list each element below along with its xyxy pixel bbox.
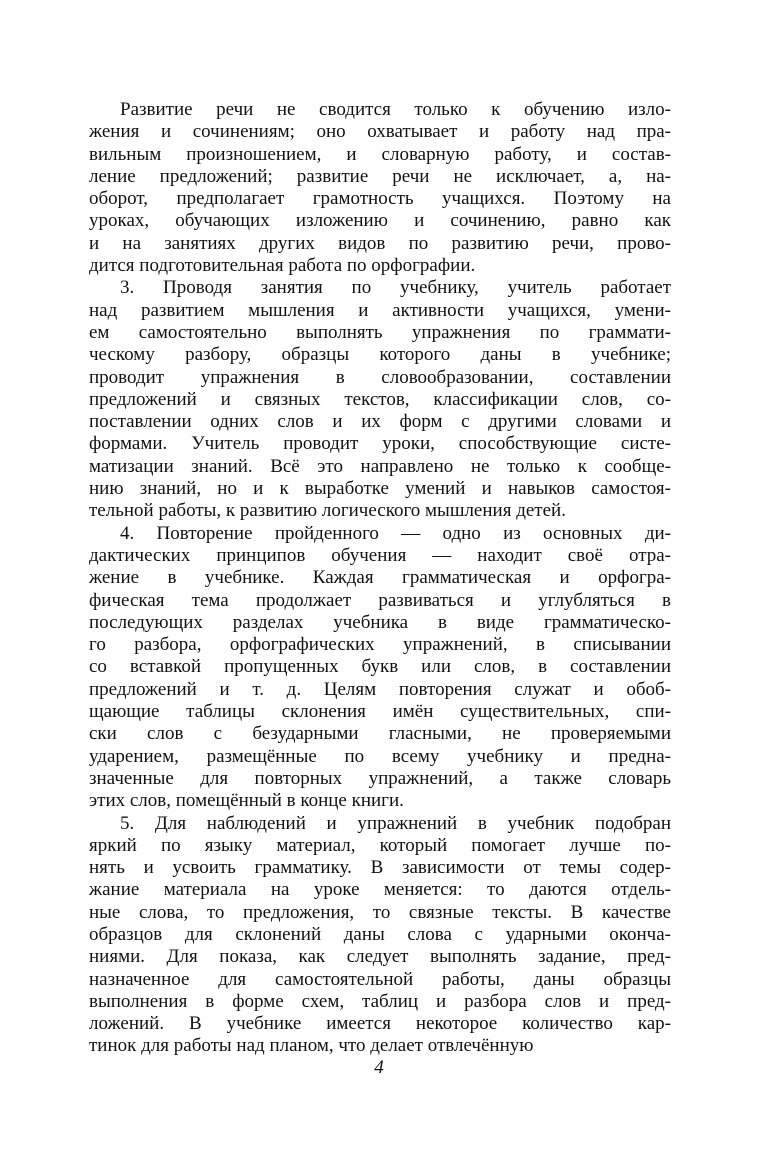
text-line: яркий по языку материал, который помогает лучше по- — [89, 834, 671, 856]
text-line: формами. Учитель проводит уроки, способствующие систе- — [89, 433, 671, 455]
text-line: и на занятиях других видов по развитию речи, прово- — [89, 232, 671, 254]
text-line: ные слова, то предложения, то связные тексты. В качестве — [89, 901, 671, 923]
paragraph — [89, 813, 671, 1058]
text-line: ложений. В учебнике имеется некоторое количество кар- — [89, 1013, 671, 1035]
text-line: 4. Повторение пройденного — одно из основных ди- — [120, 522, 671, 544]
text-line: нию знаний, но и к выработке умений и навыков самостоя- — [89, 478, 671, 500]
text-line: назначенное для самостоятельной работы, даны образцы — [89, 968, 671, 990]
text-line: ческому разбору, образцы которого даны в учебнике; — [89, 344, 671, 366]
text-line: жения и сочинениям; оно охватывает и работу над пра- — [89, 121, 671, 143]
text-line: со вставкой пропущенных букв или слов, в составлении — [89, 656, 671, 678]
text-line: матизации знаний. Всё это направлено не только к сообще- — [89, 455, 671, 477]
text-line: ударением, размещённые по всему учебнику и предна- — [89, 745, 671, 767]
text-line: Развитие речи не сводится только к обучению изло- — [120, 99, 671, 120]
text-line: значенные для повторных упражнений, а также словарь — [89, 767, 671, 789]
text-line: го разбора, орфографических упражнений, в списывании — [89, 634, 671, 656]
text-line: жание материала на уроке меняется: то даются отдель- — [89, 879, 671, 901]
text-line: ление предложений; развитие речи не исключает, а, на- — [89, 165, 671, 187]
text-line: поставлении одних слов и их форм с другими словами и — [89, 411, 671, 433]
text-line: предложений и т. д. Целям повторения служат и обоб- — [89, 678, 671, 700]
text-line: фическая тема продолжает развиваться и углубляться в — [89, 589, 671, 611]
text-line: щающие таблицы склонения имён существительных, спи- — [89, 701, 671, 723]
text-line: над развитием мышления и активности учащихся, умени- — [89, 299, 671, 321]
paragraph — [89, 99, 671, 277]
paragraph — [89, 523, 671, 813]
text-line: предложений и связных текстов, классификации слов, со- — [89, 388, 671, 410]
text-line: выполнения в форме схем, таблиц и разбора слов и пред- — [89, 990, 671, 1012]
text-line: дится подготовительная работа по орфографии. — [89, 255, 476, 277]
text-line: образцов для склонений даны слова с ударными оконча- — [89, 923, 671, 945]
text-line: ем самостоятельно выполнять упражнения по граммати- — [89, 321, 671, 343]
text-line: дактических принципов обучения — находит своё отра- — [89, 544, 671, 566]
text-line: тинок для работы над планом, что делает отвлечённую — [89, 1035, 534, 1057]
text-line: ски слов с безударными гласными, не проверяемыми — [89, 723, 671, 745]
paragraph — [89, 277, 671, 522]
page-body-text — [89, 99, 671, 1058]
text-line: ниями. Для показа, как следует выполнять задание, пред- — [89, 946, 671, 968]
text-line: вильным произношением, и словарную работу, и состав- — [89, 143, 671, 165]
text-line: 3. Проводя занятия по учебнику, учитель работает — [120, 277, 671, 299]
text-line: уроках, обучающих изложению и сочинению, равно как — [89, 210, 671, 232]
text-line: тельной работы, к развитию логического мышления детей. — [89, 500, 566, 522]
text-line: оборот, предполагает грамотность учащихся. Поэтому на — [89, 188, 671, 210]
text-line: 5. Для наблюдений и упражнений в учебник подобран — [120, 812, 671, 834]
page-number: 4 — [374, 1057, 384, 1078]
text-line: жение в учебнике. Каждая грамматическая и орфогра- — [89, 567, 671, 589]
text-line: проводит упражнения в словообразовании, составлении — [89, 366, 671, 388]
text-line: этих слов, помещённый в конце книги. — [89, 790, 404, 812]
text-line: нять и усвоить грамматику. В зависимости от темы содер- — [89, 857, 671, 879]
text-line: последующих разделах учебника в виде грамматическо- — [89, 611, 671, 633]
